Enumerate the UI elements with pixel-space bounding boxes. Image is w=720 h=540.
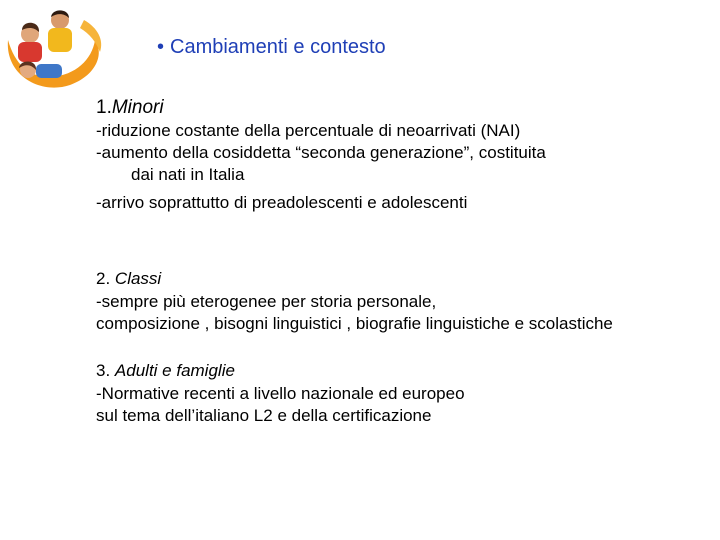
section-heading	[96, 359, 465, 383]
section-number: 3.	[96, 361, 111, 380]
section-line: sul tema dell’italiano L2 e della certificazione	[96, 406, 432, 425]
section-heading-text: Classi	[114, 269, 162, 288]
section-line: -sempre più eterogenee per storia personale,	[96, 292, 437, 311]
section-classi	[96, 267, 613, 335]
children-logo-icon	[0, 0, 110, 100]
section-line: composizione , bisogni linguistici , biografie linguistiche e scolastiche	[96, 314, 613, 333]
section-line: -aumento della cosiddetta “seconda generazione”, costituita	[96, 143, 546, 162]
section-number: 2.	[96, 269, 111, 288]
section-heading	[96, 267, 613, 291]
section-heading	[96, 96, 546, 120]
section-heading-text: Minori	[111, 97, 164, 118]
slide-title	[157, 36, 386, 59]
section-number: 1.	[96, 97, 112, 118]
title-bullet: •	[157, 36, 165, 58]
section-line: -arrivo soprattutto di preadolescenti e adolescenti	[96, 193, 468, 212]
slide-title-text: Cambiamenti e contesto	[170, 36, 386, 58]
section-heading-text: Adulti e famiglie	[114, 361, 235, 380]
section-adulti-famiglie	[96, 359, 465, 427]
section-line: dai nati in Italia	[131, 165, 245, 184]
section-line: -Normative recenti a livello nazionale ed europeo	[96, 384, 465, 403]
section-line: -riduzione costante della percentuale di neoarrivati (NAI)	[96, 121, 521, 140]
section-minori	[96, 96, 546, 214]
